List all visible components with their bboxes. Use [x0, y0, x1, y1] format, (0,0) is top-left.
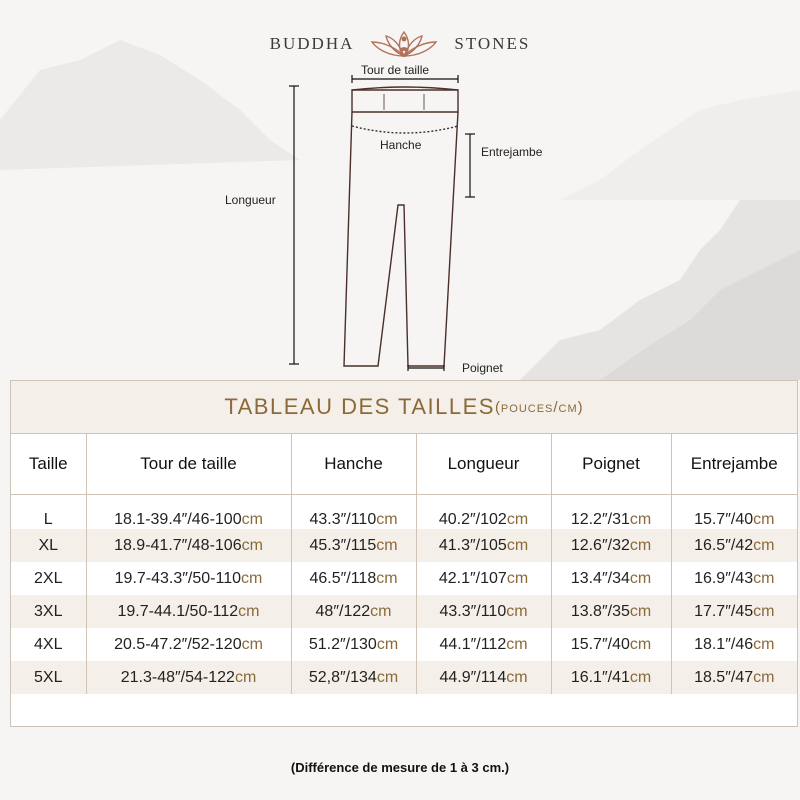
size-chart-title-text: TABLEAU DES TAILLES — [224, 394, 495, 419]
measurement-cell — [416, 529, 551, 562]
brand-name-right: STONES — [454, 34, 531, 53]
cell-value: 45.3″/115 — [309, 536, 377, 554]
cell-value: 43.3″/110 — [439, 602, 507, 620]
measurement-cell — [416, 661, 551, 694]
cell-value: 21.3-48″/54-122 — [120, 668, 235, 686]
measurement-cell — [291, 628, 416, 661]
unit-label: cm — [629, 511, 652, 528]
measurement-cell — [551, 628, 671, 661]
unit-label: cm — [376, 536, 398, 554]
unit-label: cm — [241, 569, 263, 587]
pants-measurement-diagram — [0, 0, 800, 380]
table-header-row — [11, 434, 797, 495]
table-row — [11, 661, 797, 694]
unit-label: cm — [376, 511, 398, 528]
cell-value: 46.5″/118 — [309, 569, 377, 587]
unit-label: cm — [753, 536, 775, 554]
unit-label: cm — [629, 602, 652, 620]
size-chart-title — [11, 381, 797, 434]
cell-value: 19.7-44.1/50-112 — [117, 602, 239, 620]
measurement-cell — [86, 495, 291, 530]
cell-value: 52,8″/134 — [308, 668, 377, 686]
unit-label: cm — [629, 635, 652, 653]
cell-value: 18.9-41.7″/48-106 — [114, 536, 242, 554]
unit-label: cm — [629, 569, 652, 587]
unit-label: cm — [238, 602, 260, 620]
unit-label: cm — [629, 536, 652, 554]
cell-value: 16.1″/41 — [570, 668, 630, 686]
size-cell — [11, 661, 86, 694]
measurement-cell — [291, 529, 416, 562]
cuff-label: Poignet — [462, 361, 503, 375]
cell-value: XL — [38, 536, 59, 554]
hip-label: Hanche — [380, 138, 422, 152]
cell-value: 18.5″/47 — [694, 668, 754, 686]
size-chart-table — [10, 380, 798, 727]
cell-value: 12.2″/31 — [570, 511, 630, 528]
measurement-cell — [551, 661, 671, 694]
unit-label: cm — [376, 668, 399, 686]
table-row — [11, 562, 797, 595]
unit-label: cm — [506, 536, 529, 554]
measurement-cell — [671, 595, 797, 628]
measurement-cell — [86, 661, 291, 694]
cell-value: 19.7-43.3″/50-110 — [114, 569, 242, 587]
measurement-cell — [416, 595, 551, 628]
unit-label: cm — [241, 635, 263, 653]
unit-label: cm — [506, 635, 528, 653]
unit-label: cm — [506, 668, 528, 686]
column-header: Longueur — [416, 434, 551, 495]
unit-label: cm — [241, 511, 263, 528]
cell-value: 3XL — [34, 602, 63, 620]
cell-value: 43.3″/110 — [309, 511, 377, 528]
size-cell — [11, 495, 86, 530]
measurement-cell — [86, 628, 291, 661]
table-row — [11, 595, 797, 628]
brand-name-left: BUDDHA — [269, 34, 355, 53]
cell-value: 15.7″/40 — [570, 635, 630, 653]
column-header: Entrejambe — [671, 434, 797, 495]
cell-value: 41.3″/105 — [438, 536, 507, 554]
unit-label: cm — [753, 668, 775, 686]
cell-value: 48″/122 — [315, 602, 371, 620]
measurement-cell — [671, 562, 797, 595]
cell-value: 13.4″/34 — [570, 569, 630, 587]
table-body — [11, 495, 797, 695]
unit-label: cm — [241, 536, 263, 554]
measurement-cell — [551, 595, 671, 628]
cell-value: 18.1″/46 — [694, 635, 754, 653]
cell-value: 13.8″/35 — [570, 602, 630, 620]
unit-label: cm — [376, 635, 399, 653]
cell-value: 2XL — [34, 569, 63, 587]
measurement-cell — [416, 628, 551, 661]
cell-value: 51.2″/130 — [308, 635, 377, 653]
table-row — [11, 495, 797, 530]
column-header: Taille — [11, 434, 86, 495]
table-row — [11, 628, 797, 661]
length-label: Longueur — [225, 193, 276, 207]
unit-label: cm — [753, 635, 775, 653]
unit-label: cm — [753, 569, 775, 587]
measurement-cell — [671, 495, 797, 530]
size-cell — [11, 628, 86, 661]
measurement-cell — [551, 529, 671, 562]
cell-value: 42.1″/107 — [438, 569, 507, 587]
table-row — [11, 529, 797, 562]
measurement-cell — [291, 595, 416, 628]
size-cell — [11, 562, 86, 595]
cell-value: 16.9″/43 — [694, 569, 754, 587]
unit-label: cm — [753, 602, 775, 620]
unit-label: cm — [753, 511, 775, 528]
measurement-cell — [291, 562, 416, 595]
size-chart-title-unit: (pouces/cm) — [494, 398, 584, 416]
cell-value: 20.5-47.2″/52-120 — [114, 635, 242, 653]
cell-value: 16.5″/42 — [694, 536, 754, 554]
cell-value: 18.1-39.4″/46-100 — [114, 511, 242, 528]
measurement-cell — [551, 495, 671, 530]
measurement-cell — [671, 661, 797, 694]
cell-value: 40.2″/102 — [438, 511, 507, 528]
column-header: Tour de taille — [86, 434, 291, 495]
cell-value: 5XL — [34, 668, 63, 686]
measurement-cell — [86, 562, 291, 595]
cell-value: 17.7″/45 — [694, 602, 754, 620]
cell-value: 15.7″/40 — [694, 511, 754, 528]
unit-label: cm — [234, 668, 257, 686]
measurement-cell — [551, 562, 671, 595]
unit-label: cm — [370, 602, 392, 620]
unit-label: cm — [506, 602, 528, 620]
cell-value: 44.1″/112 — [439, 635, 507, 653]
size-cell — [11, 595, 86, 628]
unit-label: cm — [506, 569, 529, 587]
cell-value: 44.9″/114 — [439, 668, 507, 686]
measurement-cell — [671, 529, 797, 562]
cell-value: 12.6″/32 — [570, 536, 630, 554]
cell-value: 4XL — [34, 635, 63, 653]
measurement-cell — [86, 595, 291, 628]
inseam-label: Entrejambe — [481, 145, 543, 159]
measurement-cell — [86, 529, 291, 562]
measurement-cell — [416, 562, 551, 595]
measurement-cell — [416, 495, 551, 530]
measurement-cell — [291, 661, 416, 694]
unit-label: cm — [506, 511, 529, 528]
size-cell — [11, 529, 86, 562]
unit-label: cm — [376, 569, 398, 587]
measurement-cell — [291, 495, 416, 530]
size-table — [11, 434, 797, 694]
measurement-footnote: (Différence de mesure de 1 à 3 cm.) — [290, 760, 510, 775]
column-header: Poignet — [551, 434, 671, 495]
waist-label: Tour de taille — [361, 63, 430, 77]
column-header: Hanche — [291, 434, 416, 495]
unit-label: cm — [629, 668, 652, 686]
measurement-cell — [671, 628, 797, 661]
cell-value: L — [43, 511, 53, 528]
